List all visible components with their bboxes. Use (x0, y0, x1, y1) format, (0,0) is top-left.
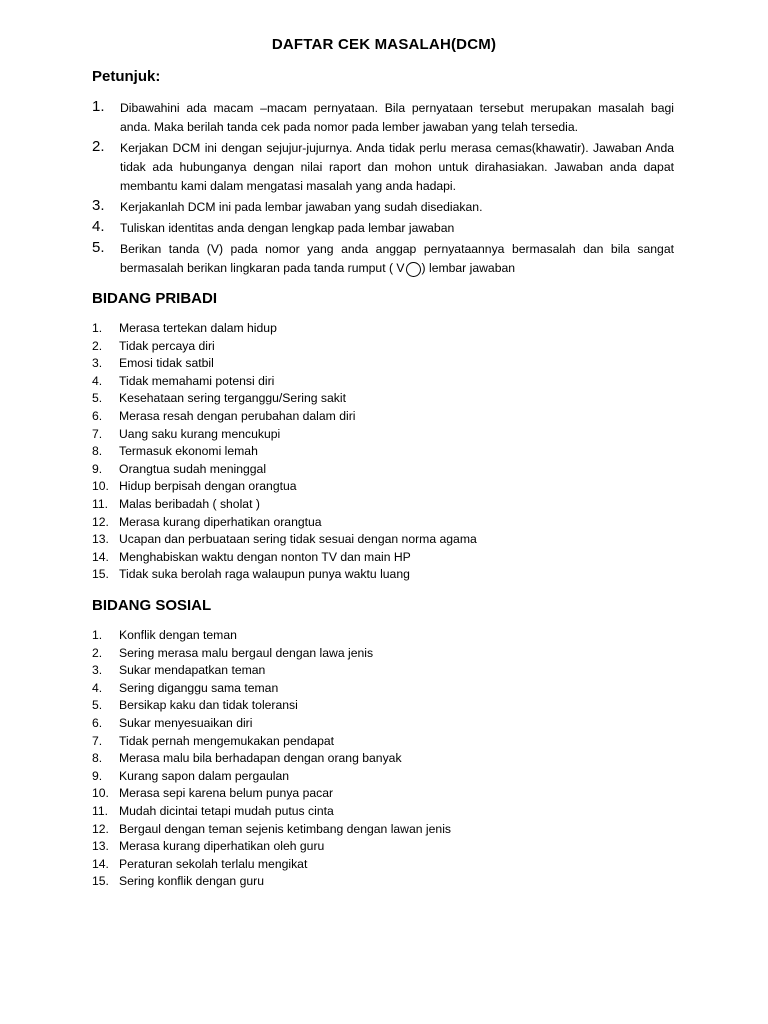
instruction-number: 4. (92, 218, 105, 235)
item-text: Tidak suka berolah raga walaupun punya waktu luang (119, 567, 410, 582)
instructions-heading: Petunjuk: (92, 68, 161, 85)
list-item (92, 478, 692, 496)
item-text: Konflik dengan teman (119, 628, 237, 642)
item-number: 10. (92, 479, 109, 494)
item-text: Mudah dicintai tetapi mudah putus cinta (119, 803, 334, 818)
item-text: Merasa kurang diperhatikan orangtua (119, 514, 322, 529)
list-item (92, 838, 692, 856)
item-number: 11. (92, 803, 109, 818)
item-text: Sukar mendapatkan teman (119, 663, 266, 678)
list-item (92, 662, 692, 680)
item-text: Menghabiskan waktu dengan nonton TV dan main HP (119, 549, 411, 564)
item-text: Kesehataan sering terganggu/Sering sakit (119, 391, 346, 406)
list-item (92, 856, 692, 874)
item-number: 12. (92, 514, 109, 529)
list-item (92, 715, 692, 733)
list-item (92, 645, 692, 663)
list-item (92, 426, 692, 444)
list-item (92, 680, 692, 698)
section-heading-pribadi: BIDANG PRIBADI (92, 290, 218, 307)
list-item (92, 408, 692, 426)
item-text: Emosi tidak satbil (119, 356, 214, 371)
item-text: Orangtua sudah meninggal (119, 461, 267, 476)
item-number: 9. (92, 768, 103, 783)
instruction-number: 1. (92, 98, 105, 115)
item-text: Bergaul dengan teman sejenis ketimbang dengan lawan jenis (119, 821, 451, 836)
item-text: Merasa tertekan dalam hidup (119, 321, 277, 335)
item-text: Bersikap kaku dan tidak toleransi (119, 698, 298, 713)
item-number: 2. (92, 338, 103, 353)
instruction-number: 3. (92, 197, 105, 214)
list-item (92, 821, 692, 839)
item-number: 1. (92, 628, 103, 642)
item-text: Tidak pernah mengemukakan pendapat (119, 733, 335, 748)
item-number: 13. (92, 532, 109, 547)
item-number: 1. (92, 321, 103, 335)
page-title: DAFTAR CEK MASALAH(DCM) (271, 36, 497, 53)
list-item (92, 697, 692, 715)
item-text: Uang saku kurang mencukupi (119, 426, 281, 441)
list-item (92, 733, 692, 751)
list-pribadi (92, 320, 692, 584)
list-item (92, 566, 692, 584)
item-text: Malas beribadah ( sholat ) (119, 496, 260, 511)
item-number: 15. (92, 874, 109, 889)
instruction-text: Dibawahini ada macam –macam pernyataan. Bila pernyataan tersebut merupakan masalah bagi anda. Maka berilah tanda cek pada nomor pada lember jawaban yang telah tersedia. (120, 101, 674, 134)
instruction-text: Tuliskan identitas anda dengan lengkap pada lembar jawaban (120, 221, 455, 235)
item-text: Sering diganggu sama teman (119, 680, 279, 695)
list-item (92, 803, 692, 821)
instruction-item (92, 99, 674, 137)
list-item (92, 461, 692, 479)
item-number: 9. (92, 461, 103, 476)
instruction-item (92, 240, 674, 278)
item-number: 10. (92, 786, 109, 801)
item-text: Hidup berpisah dengan orangtua (119, 479, 297, 494)
circle-icon (406, 262, 421, 277)
item-text: Merasa resah dengan perubahan dalam diri (119, 408, 356, 423)
instruction-number: 2. (92, 138, 105, 155)
instruction-item (92, 198, 674, 217)
section-heading-sosial: BIDANG SOSIAL (92, 597, 212, 614)
list-item (92, 355, 692, 373)
instruction-text-end: ) lembar jawaban (421, 261, 516, 275)
item-number: 3. (92, 663, 103, 678)
item-number: 11. (92, 496, 109, 511)
item-number: 3. (92, 356, 103, 371)
item-text: Sukar menyesuaikan diri (119, 715, 253, 730)
item-text: Merasa malu bila berhadapan dengan orang banyak (119, 751, 402, 766)
instruction-text: Berikan tanda (V) pada nomor yang anda anggap pernyataannya bermasalah dan bila sangat bermasalah berikan lingkaran pada tanda rumput ( V (120, 242, 674, 275)
list-item (92, 785, 692, 803)
item-text: Ucapan dan perbuataan sering tidak sesuai dengan norma agama (119, 532, 477, 547)
item-text: Termasuk ekonomi lemah (119, 444, 258, 459)
list-item (92, 496, 692, 514)
list-item (92, 627, 692, 645)
item-number: 2. (92, 645, 103, 660)
item-number: 8. (92, 444, 103, 459)
instruction-number: 5. (92, 239, 105, 256)
item-number: 7. (92, 733, 103, 748)
list-item (92, 373, 692, 391)
item-number: 14. (92, 856, 109, 871)
item-number: 6. (92, 715, 103, 730)
instruction-item (92, 139, 674, 196)
list-item (92, 320, 692, 338)
list-item (92, 338, 692, 356)
item-text: Tidak percaya diri (119, 338, 215, 353)
item-text: Tidak memahami potensi diri (119, 373, 275, 388)
item-text: Peraturan sekolah terlalu mengikat (119, 856, 308, 871)
item-number: 4. (92, 373, 103, 388)
list-item (92, 443, 692, 461)
item-number: 4. (92, 680, 103, 695)
item-text: Kurang sapon dalam pergaulan (119, 768, 290, 783)
instruction-item (92, 219, 674, 238)
item-number: 5. (92, 391, 103, 406)
list-item (92, 768, 692, 786)
instruction-text: Kerjakan DCM ini dengan sejujur-jujurnya. Anda tidak perlu merasa cemas(khawatir). Jawaban Anda tidak ada hubunganya dengan nilai raport dan mohon untuk dirahasiakan. Jawaban anda dapat membantu kami dalam mengatasi masalah yang anda hadapi. (120, 141, 674, 193)
item-number: 7. (92, 426, 103, 441)
item-number: 14. (92, 549, 109, 564)
item-text: Merasa sepi karena belum punya pacar (119, 786, 334, 801)
item-number: 12. (92, 821, 109, 836)
list-item (92, 750, 692, 768)
item-number: 15. (92, 567, 109, 582)
item-number: 6. (92, 408, 103, 423)
list-item (92, 549, 692, 567)
instruction-text: Kerjakanlah DCM ini pada lembar jawaban yang sudah disediakan. (120, 200, 483, 214)
list-item (92, 514, 692, 532)
list-item (92, 531, 692, 549)
instructions-list (92, 99, 674, 280)
item-text: Sering konflik dengan guru (119, 874, 264, 889)
item-number: 13. (92, 839, 109, 854)
list-sosial (92, 627, 692, 891)
list-item (92, 390, 692, 408)
item-text: Merasa kurang diperhatikan oleh guru (119, 839, 325, 854)
item-text: Sering merasa malu bergaul dengan lawa jenis (119, 645, 374, 660)
list-item (92, 873, 692, 891)
item-number: 8. (92, 751, 103, 766)
item-number: 5. (92, 698, 103, 713)
